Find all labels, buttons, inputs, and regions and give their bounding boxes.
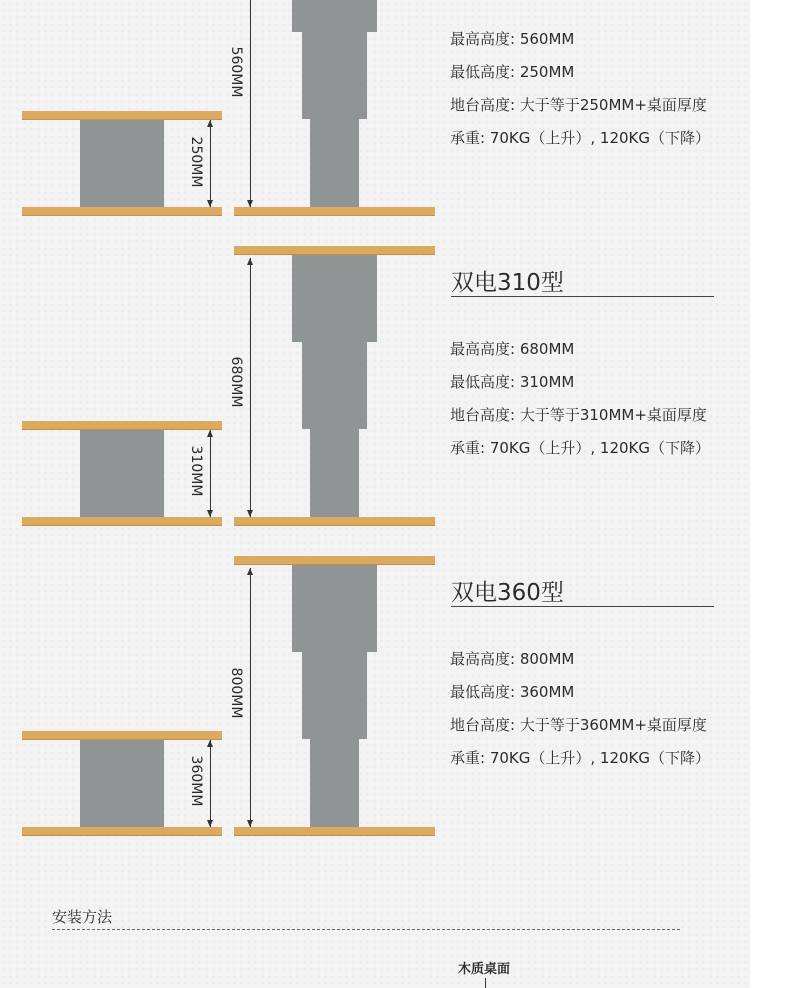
base-plank-collapsed	[22, 827, 222, 836]
column-stage-2	[302, 342, 367, 429]
arrow-up-icon	[207, 740, 213, 747]
spec-load-capacity: 承重: 70KG（上升）, 120KG（下降）	[450, 749, 710, 767]
spec-load-capacity: 承重: 70KG（上升）, 120KG（下降）	[450, 439, 710, 457]
model-title: 双电360型	[451, 580, 564, 606]
column-stage-3	[310, 739, 359, 827]
max-height-dimension-label: 800MM	[228, 667, 244, 719]
column-stage-3	[310, 119, 359, 207]
spec-platform-height: 地台高度: 大于等于360MM+桌面厚度	[450, 716, 707, 734]
column-stage-1	[292, 565, 377, 652]
min-dimension-line	[210, 430, 211, 517]
arrow-down-icon	[207, 200, 213, 207]
min-height-dimension-label: 310MM	[188, 445, 204, 497]
top-plank-collapsed	[22, 731, 222, 740]
arrow-up-icon	[207, 120, 213, 127]
arrow-down-icon	[207, 510, 213, 517]
arrow-up-icon	[207, 430, 213, 437]
arrow-up-icon	[247, 568, 253, 575]
base-plank-extended	[234, 207, 435, 216]
spec-load-capacity: 承重: 70KG（上升）, 120KG（下降）	[450, 129, 710, 147]
model-title: 双电310型	[451, 270, 564, 296]
base-plank-collapsed	[22, 517, 222, 526]
install-diagram-label: 木质桌面	[458, 962, 511, 977]
min-dimension-line	[210, 120, 211, 207]
install-section-title: 安装方法	[52, 908, 113, 926]
page-right-margin	[750, 0, 790, 988]
column-stage-2	[302, 652, 367, 739]
spec-platform-height: 地台高度: 大于等于310MM+桌面厚度	[450, 406, 707, 424]
arrow-down-icon	[247, 510, 253, 517]
top-plank-extended	[234, 246, 435, 255]
top-plank-extended	[234, 556, 435, 565]
spec-max-height: 最高高度: 680MM	[450, 340, 575, 358]
spec-min-height: 最低高度: 310MM	[450, 373, 575, 391]
column-collapsed	[80, 120, 164, 207]
column-collapsed	[80, 430, 164, 517]
title-underline	[451, 296, 714, 297]
min-height-dimension-label: 250MM	[188, 136, 204, 188]
spec-min-height: 最低高度: 250MM	[450, 63, 575, 81]
arrow-down-icon	[207, 820, 213, 827]
max-dimension-line	[250, 0, 251, 207]
min-height-dimension-label: 360MM	[188, 755, 204, 807]
base-plank-extended	[234, 827, 435, 836]
min-dimension-line	[210, 740, 211, 827]
title-underline	[451, 606, 714, 607]
top-plank-collapsed	[22, 421, 222, 430]
max-height-dimension-label: 560MM	[228, 46, 244, 98]
section-divider	[52, 929, 680, 930]
spec-max-height: 最高高度: 560MM	[450, 30, 575, 48]
base-plank-collapsed	[22, 207, 222, 216]
column-stage-1	[292, 0, 377, 32]
column-stage-2	[302, 32, 367, 119]
column-collapsed	[80, 740, 164, 827]
max-height-dimension-label: 680MM	[228, 356, 244, 408]
max-dimension-line	[250, 568, 251, 827]
column-stage-3	[310, 429, 359, 517]
column-stage-1	[292, 255, 377, 342]
spec-min-height: 最低高度: 360MM	[450, 683, 575, 701]
spec-platform-height: 地台高度: 大于等于250MM+桌面厚度	[450, 96, 707, 114]
spec-max-height: 最高高度: 800MM	[450, 650, 575, 668]
arrow-up-icon	[247, 258, 253, 265]
leader-line	[485, 978, 486, 988]
max-dimension-line	[250, 258, 251, 517]
top-plank-collapsed	[22, 111, 222, 120]
base-plank-extended	[234, 517, 435, 526]
arrow-down-icon	[247, 200, 253, 207]
arrow-down-icon	[247, 820, 253, 827]
